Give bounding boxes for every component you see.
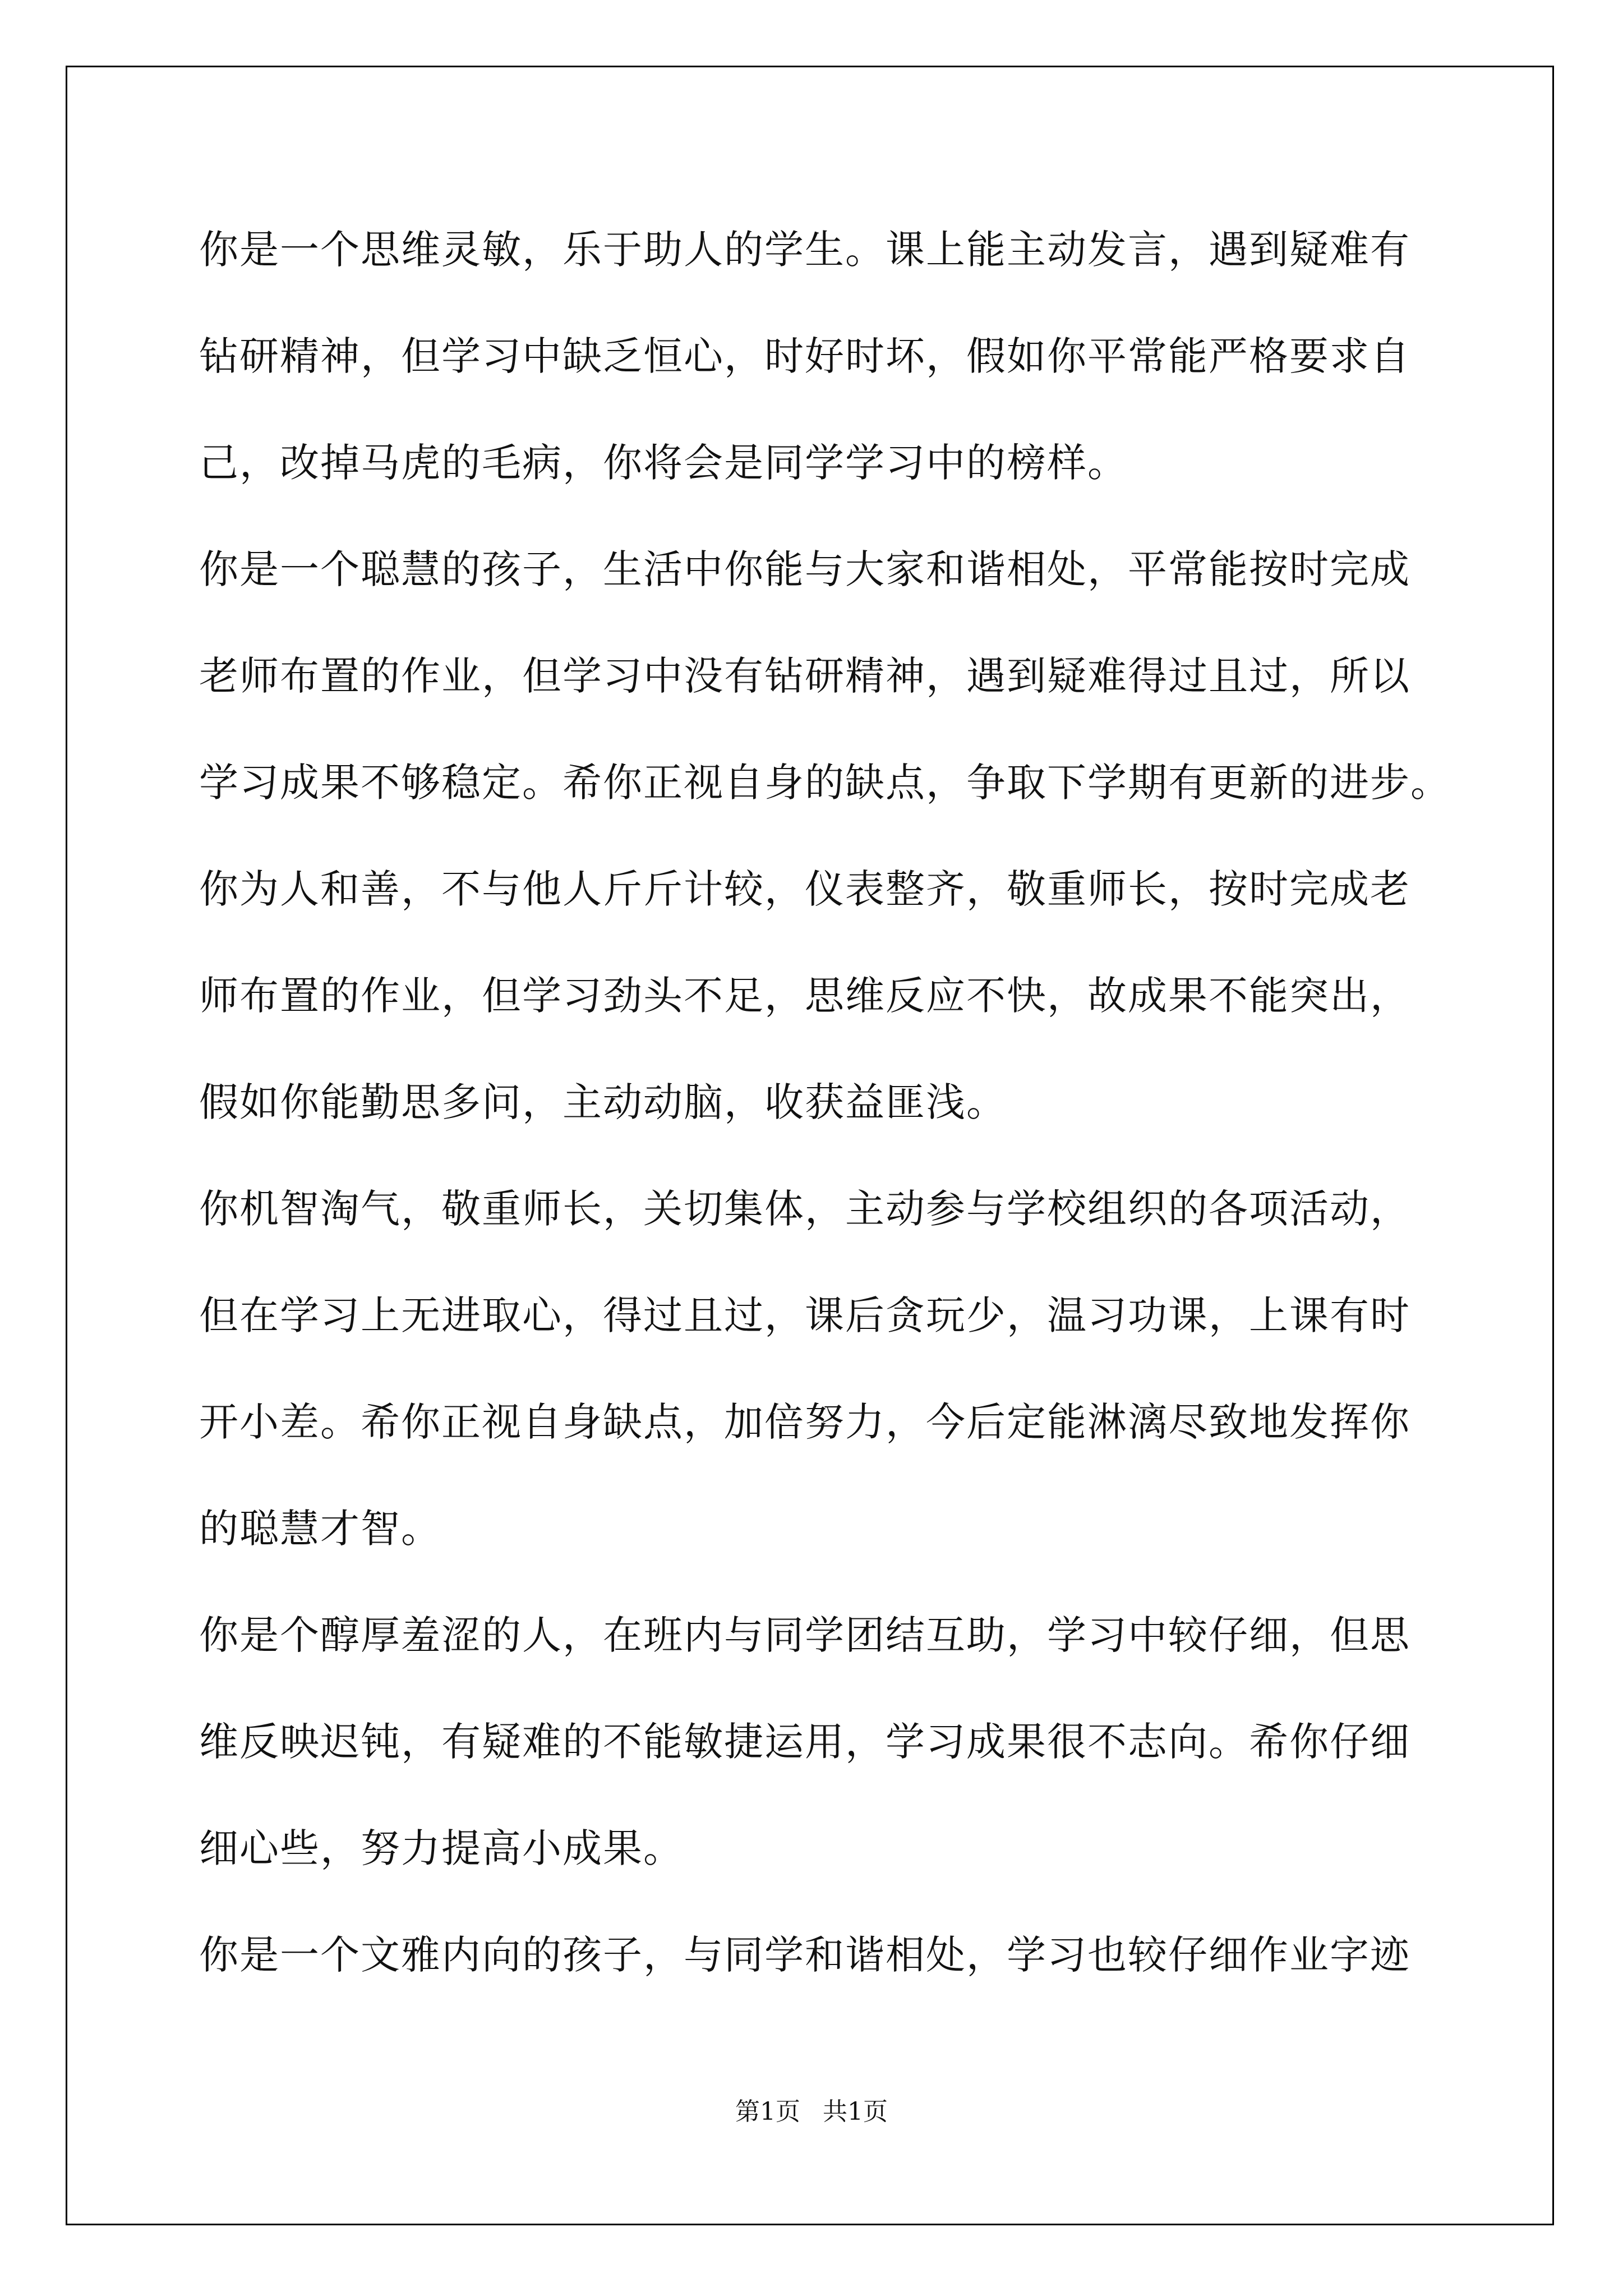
text-line: 你是一个文雅内向的孩子，与同学和谐相处，学习也较仔细作业字迹 xyxy=(199,1932,1410,1978)
text-line: 的聪慧才智。 xyxy=(199,1506,441,1552)
page-number: 第1页 xyxy=(735,2097,800,2126)
text-line: 维反映迟钝，有疑难的不能敏捷运用，学习成果很不志向。希你仔细 xyxy=(199,1719,1410,1765)
text-line: 学习成果不够稳定。希你正视自身的缺点，争取下学期有更新的进步。 xyxy=(199,760,1451,806)
text-line: 己，改掉马虎的毛病，你将会是同学学习中的榜样。 xyxy=(199,440,1128,486)
text-line: 你是一个思维灵敏，乐于助人的学生。课上能主动发言，遇到疑难有 xyxy=(199,227,1410,273)
text-line: 开小差。希你正视自身缺点，加倍努力，今后定能淋漓尽致地发挥你 xyxy=(199,1399,1410,1445)
text-line: 你是一个聪慧的孩子，生活中你能与大家和谐相处，平常能按时完成 xyxy=(199,546,1410,592)
text-line: 但在学习上无进取心，得过且过，课后贪玩少，温习功课，上课有时 xyxy=(199,1292,1410,1338)
page-total: 共1页 xyxy=(823,2097,888,2126)
text-line: 细心些，努力提高小成果。 xyxy=(199,1825,684,1871)
text-line: 你机智淘气，敬重师长，关切集体，主动参与学校组织的各项活动， xyxy=(199,1186,1410,1232)
page-footer xyxy=(0,2095,1623,2129)
document-body xyxy=(199,216,1451,2028)
text-line: 老师布置的作业，但学习中没有钻研精神，遇到疑难得过且过，所以 xyxy=(199,653,1410,699)
text-line: 你为人和善，不与他人斤斤计较，仪表整齐，敬重师长，按时完成老 xyxy=(199,866,1410,912)
text-line: 钻研精神，但学习中缺乏恒心，时好时坏，假如你平常能严格要求自 xyxy=(199,333,1410,379)
text-line: 假如你能勤思多问，主动动脑，收获益匪浅。 xyxy=(199,1079,1007,1125)
text-line: 师布置的作业，但学习劲头不足，思维反应不快，故成果不能突出， xyxy=(199,973,1410,1019)
text-line: 你是个醇厚羞涩的人，在班内与同学团结互助，学习中较仔细，但思 xyxy=(199,1612,1410,1658)
